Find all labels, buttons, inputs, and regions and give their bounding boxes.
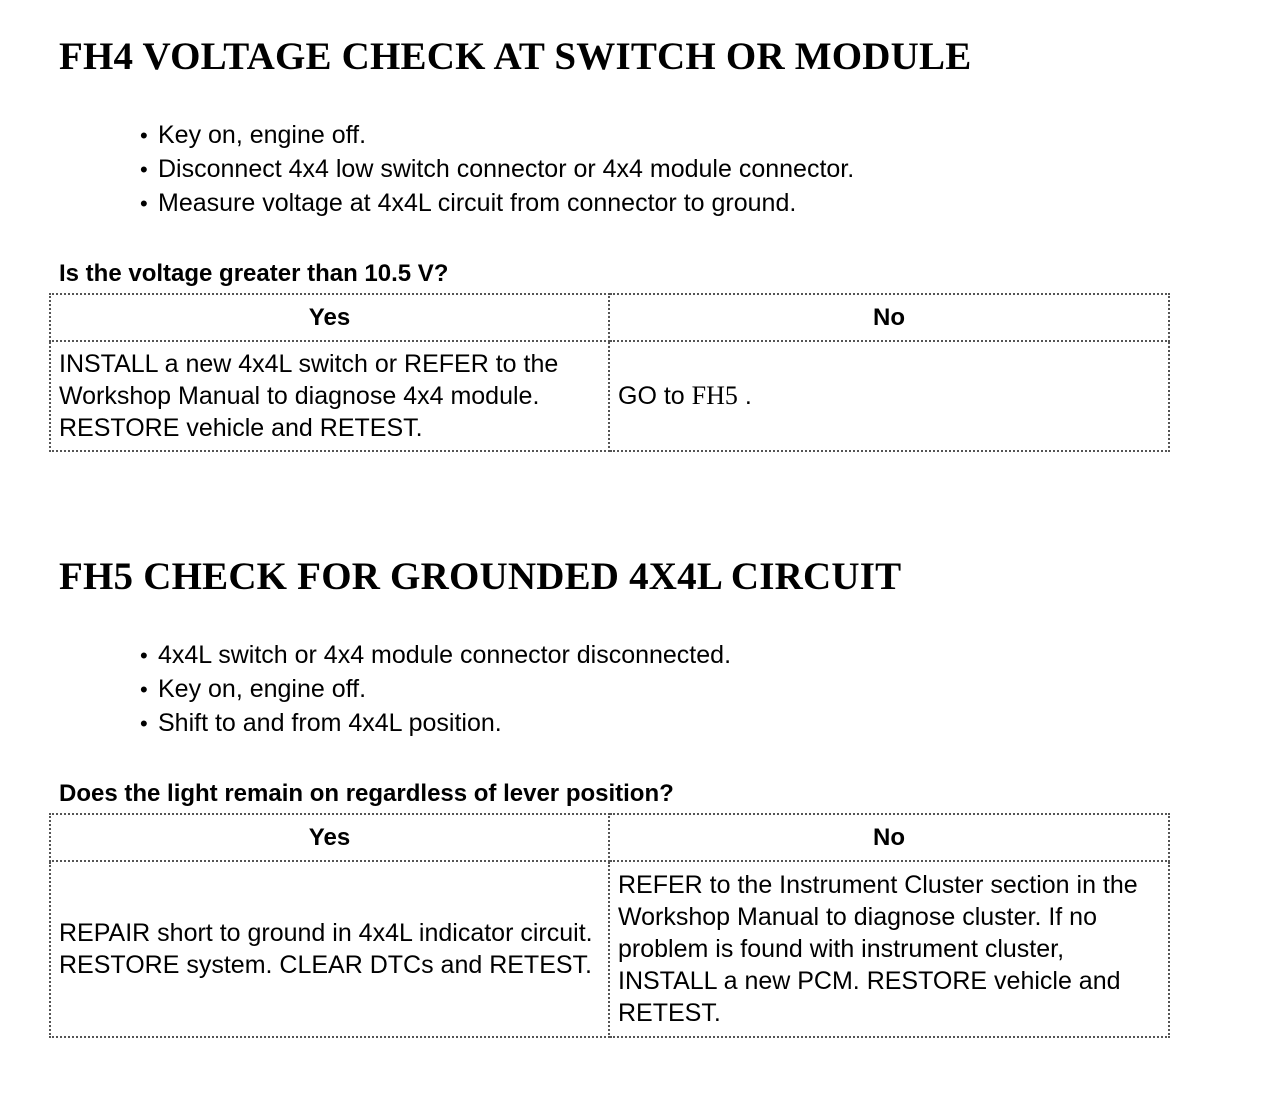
no-action-cell: REFER to the Instrument Cluster section in the Workshop Manual to diagnose cluster. If no problem is found with instrument cluster, INSTALL a new PCM. RESTORE vehicle and RETEST. <box>609 861 1169 1037</box>
table-row <box>50 341 1169 451</box>
step-bullet-list-fh5 <box>140 638 731 740</box>
bullet-icon: • <box>140 643 148 668</box>
yes-action-cell: INSTALL a new 4x4L switch or REFER to the Workshop Manual to diagnose 4x4 module. RESTORE vehicle and RETEST. <box>50 341 609 451</box>
bullet-icon: • <box>140 677 148 702</box>
step-bullet-list-fh4 <box>140 118 854 220</box>
no-header: No <box>609 814 1169 861</box>
yes-action-cell: REPAIR short to ground in 4x4L indicator circuit. RESTORE system. CLEAR DTCs and RETEST. <box>50 861 609 1037</box>
yes-header: Yes <box>50 814 609 861</box>
table-header-row <box>50 814 1169 861</box>
bullet-item <box>140 638 731 672</box>
bullet-item <box>140 152 854 186</box>
bullet-icon: • <box>140 157 148 182</box>
bullet-text: Measure voltage at 4x4L circuit from connector to ground. <box>158 189 797 217</box>
no-action-prefix: GO to <box>618 382 692 410</box>
section-heading-fh5: FH5 CHECK FOR GROUNDED 4X4L CIRCUIT <box>59 555 902 598</box>
bullet-icon: • <box>140 191 148 216</box>
bullet-text: Disconnect 4x4 low switch connector or 4x4 module connector. <box>158 155 855 183</box>
section-heading-fh4: FH4 VOLTAGE CHECK AT SWITCH OR MODULE <box>59 35 972 78</box>
bullet-item <box>140 706 731 740</box>
no-action-cell <box>609 341 1169 451</box>
question-fh4: Is the voltage greater than 10.5 V? <box>59 260 449 287</box>
bullet-text: 4x4L switch or 4x4 module connector disconnected. <box>158 641 732 669</box>
bullet-text: Shift to and from 4x4L position. <box>158 709 502 737</box>
bullet-text: Key on, engine off. <box>158 675 367 703</box>
bullet-text: Key on, engine off. <box>158 121 367 149</box>
no-action-suffix: . <box>737 382 752 410</box>
yes-no-table-fh5 <box>49 813 1170 1038</box>
no-header: No <box>609 294 1169 341</box>
yes-no-table-fh4 <box>49 293 1170 452</box>
bullet-icon: • <box>140 711 148 736</box>
goto-step-link[interactable]: FH5 <box>691 381 738 410</box>
question-fh5: Does the light remain on regardless of lever position? <box>59 780 674 807</box>
bullet-item <box>140 186 854 220</box>
bullet-icon: • <box>140 123 148 148</box>
bullet-item <box>140 672 731 706</box>
table-row <box>50 861 1169 1037</box>
bullet-item <box>140 118 854 152</box>
yes-header: Yes <box>50 294 609 341</box>
table-header-row <box>50 294 1169 341</box>
